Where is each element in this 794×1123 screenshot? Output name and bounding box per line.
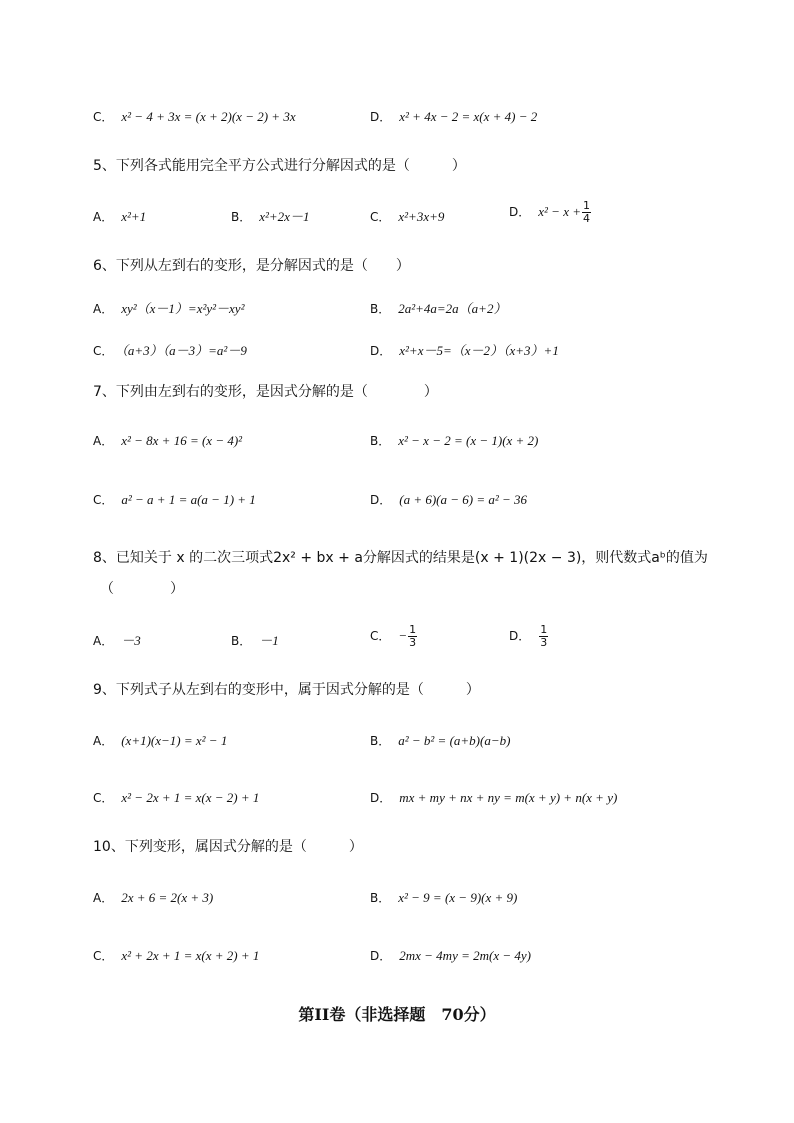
option-expr: (x+1)(x−1) = x² − 1 <box>121 733 228 748</box>
q10-option-c <box>93 947 259 966</box>
option-expr: x²+1 <box>121 209 147 224</box>
option-label: A． <box>93 210 114 224</box>
option-label: D． <box>370 344 392 358</box>
option-label: B． <box>231 210 252 224</box>
q4-option-d <box>370 108 537 127</box>
option-label: D． <box>509 205 531 219</box>
q10-option-b <box>370 889 517 908</box>
q10-option-a <box>93 889 213 908</box>
option-label: B． <box>370 302 391 316</box>
q8-stem: 8、已知关于 x 的二次三项式2x² + bx + a分解因式的结果是(x + 1)(2x − 3)，则代数式aᵇ的值为 <box>93 550 708 566</box>
option-expr: x² − x − 2 = (x − 1)(x + 2) <box>398 433 539 448</box>
option-expr: x²+3x+9 <box>398 209 445 224</box>
option-label: C． <box>370 210 391 224</box>
option-label: B． <box>370 891 391 905</box>
q6-option-b <box>370 300 506 319</box>
option-label: D． <box>509 629 531 643</box>
q6-option-c <box>93 342 247 361</box>
q9-option-a <box>93 732 227 751</box>
option-expr: x² − 2x + 1 = x(x − 2) + 1 <box>121 790 260 805</box>
option-label: B． <box>370 734 391 748</box>
option-expr: x² + 2x + 1 = x(x + 2) + 1 <box>121 948 260 963</box>
q7-option-b <box>370 432 538 451</box>
q6-stem: 6、下列从左到右的变形，是分解因式的是（ ） <box>93 258 410 274</box>
option-expr: 2a²+4a=2a（a+2） <box>398 301 507 316</box>
q5-option-c <box>370 208 444 227</box>
option-expr: －1 <box>259 633 279 648</box>
q7-option-d <box>370 491 527 510</box>
q5-option-b <box>231 208 309 227</box>
option-label: B． <box>370 434 391 448</box>
q5-option-d <box>509 200 591 225</box>
q9-option-b <box>370 732 510 751</box>
option-label: C． <box>93 344 114 358</box>
q9-stem: 9、下列式子从左到右的变形中，属于因式分解的是（ ） <box>93 682 480 698</box>
option-expr: x² − 8x + 16 = (x − 4)² <box>121 433 243 448</box>
option-expr: − <box>398 628 408 643</box>
q5-option-a <box>93 208 146 227</box>
option-expr: x² − 9 = (x − 9)(x + 9) <box>398 890 518 905</box>
option-expr: 2mx − 4my = 2m(x − 4y) <box>399 948 531 963</box>
option-expr: x² + 4x − 2 = x(x + 4) − 2 <box>399 109 538 124</box>
option-expr: mx + my + nx + ny = m(x + y) + n(x + y) <box>399 790 618 805</box>
option-expr: (a + 6)(a − 6) = a² − 36 <box>399 492 528 507</box>
q10-stem: 10、下列变形，属因式分解的是（ ） <box>93 839 363 855</box>
option-expr: a² − a + 1 = a(a − 1) + 1 <box>121 492 256 507</box>
q10-option-d <box>370 947 531 966</box>
option-label: D． <box>370 791 392 805</box>
option-label: C． <box>93 949 114 963</box>
q9-option-c <box>93 789 259 808</box>
q6-option-a <box>93 300 244 319</box>
section-title: 第II卷（非选择题 70分） <box>298 1005 496 1024</box>
option-label: D． <box>370 110 392 124</box>
option-label: C． <box>370 629 391 643</box>
option-label: D． <box>370 949 392 963</box>
option-expr: 2x + 6 = 2(x + 3) <box>121 890 214 905</box>
option-label: A． <box>93 434 114 448</box>
option-label: A． <box>93 734 114 748</box>
option-expr: x²+2x－1 <box>259 209 310 224</box>
q8-stem-paren: （ ） <box>100 581 184 597</box>
q8-option-a <box>93 632 141 651</box>
option-expr: （a+3）（a－3）=a²－9 <box>121 343 247 358</box>
q7-option-c <box>93 491 256 510</box>
option-expr: a² − b² = (a+b)(a−b) <box>398 733 511 748</box>
option-expr: xy²（x－1）=x²y²－xy² <box>121 301 245 316</box>
option-expr: －3 <box>121 633 141 648</box>
option-expr: x²+x－5=（x－2）（x+3）+1 <box>399 343 559 358</box>
fraction: $\frac{1}{4}$ <box>582 199 590 225</box>
q5-stem: 5、下列各式能用完全平方公式进行分解因式的是（ ） <box>93 158 466 174</box>
q8-option-b <box>231 632 279 651</box>
option-label: C． <box>93 493 114 507</box>
option-label: A． <box>93 302 114 316</box>
q7-option-a <box>93 432 242 451</box>
q8-option-d <box>509 624 548 649</box>
option-label: A． <box>93 634 114 648</box>
option-label: C． <box>93 791 114 805</box>
option-label: B． <box>231 634 252 648</box>
option-expr: x² − x + <box>538 204 581 219</box>
q9-option-d <box>370 789 617 808</box>
q4-option-c <box>93 108 296 127</box>
option-expr: x² − 4 + 3x = (x + 2)(x − 2) + 3x <box>121 109 296 124</box>
q8-option-c <box>370 624 417 649</box>
q6-option-d <box>370 342 559 361</box>
option-label: C． <box>93 110 114 124</box>
q7-stem: 7、下列由左到右的变形，是因式分解的是（ ） <box>93 384 438 400</box>
option-label: D． <box>370 493 392 507</box>
fraction: $\frac{1}{3}$ <box>540 623 548 649</box>
fraction: $\frac{1}{3}$ <box>409 623 417 649</box>
option-label: A． <box>93 891 114 905</box>
